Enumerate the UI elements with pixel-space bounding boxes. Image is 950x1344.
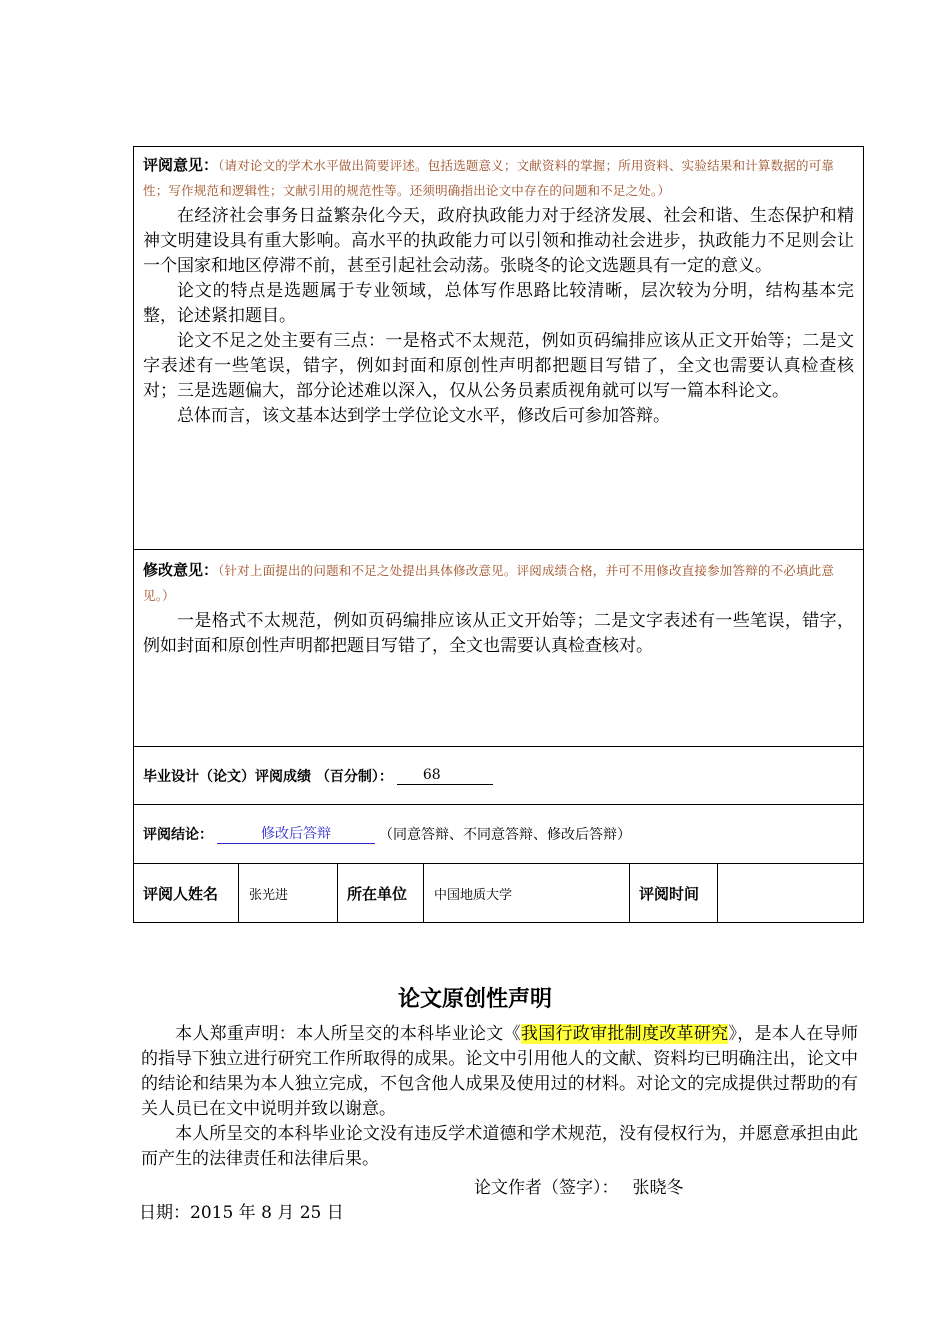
conclusion-row	[134, 805, 863, 864]
reviewer-unit: 中国地质大学	[424, 864, 630, 922]
review-time	[718, 864, 861, 922]
thesis-title-highlight: 我国行政审批制度改革研究	[520, 1024, 729, 1044]
modify-paragraph: 一是格式不太规范，例如页码编排应该从正文开始等；二是文字表述有一些笔误，错字，例如封面和原创性声明都把题目写错了，全文也需要认真检查核对。	[143, 611, 854, 656]
declaration-title: 论文原创性声明	[397, 987, 552, 1012]
modify-opinion-header	[143, 558, 854, 609]
score-label: 毕业设计（论文）评阅成绩 （百分制）：	[143, 768, 393, 785]
reviewer-name-label: 评阅人姓名	[134, 864, 239, 922]
modify-opinion-instruction: （针对上面提出的问题和不足之处提出具体修改意见。评阅成绩合格，并可不用修改直接参加答辩的不必填此意见。）	[143, 563, 835, 603]
review-form-table	[133, 146, 864, 923]
declaration-p1-text: 本人郑重声明：本人所呈交的本科毕业论文《	[175, 1024, 521, 1044]
modify-opinion-section	[134, 550, 863, 747]
declaration-body	[141, 1022, 858, 1172]
signature-name: 张晓冬	[632, 1178, 684, 1198]
conclusion-value: 修改后答辩	[217, 825, 375, 844]
score-value: 68	[397, 766, 493, 785]
review-time-label: 评阅时间	[630, 864, 718, 922]
modify-opinion-label: 修改意见：	[143, 561, 219, 579]
review-paragraph-1: 在经济社会事务日益繁杂化今天，政府执政能力对于经济发展、社会和谐、生态保护和精神文明建设具有重大影响。高水平的执政能力可以引领和推动社会进步，执政能力不足则会让一个国家和地区停滞不前，甚至引起社会动荡。张晓冬的论文选题具有一定的意义。	[143, 206, 854, 276]
review-paragraph-2: 论文的特点是选题属于专业领域，总体写作思路比较清晰，层次较为分明，结构基本完整，论述紧扣题目。	[143, 281, 854, 326]
review-opinion-instruction: （请对论文的学术水平做出简要评述。包括选题意义；文献资料的掌握；所用资料、实验结果和计算数据的可靠性；写作规范和逻辑性；文献引用的规范性等。还须明确指出论文中存在的问题和不足之处。）	[143, 158, 835, 198]
reviewer-name: 张光进	[239, 864, 338, 922]
reviewer-info-row	[134, 864, 863, 922]
conclusion-options: （同意答辩、不同意答辩、修改后答辩）	[379, 827, 631, 843]
author-signature	[474, 1173, 684, 1198]
reviewer-unit-label: 所在单位	[338, 864, 424, 922]
review-paragraph-4: 总体而言，该文基本达到学士学位论文水平，修改后可参加答辩。	[177, 406, 670, 426]
score-row	[134, 747, 863, 805]
review-paragraph-3: 论文不足之处主要有三点：一是格式不太规范，例如页码编排应该从正文开始等；二是文字表述有一些笔误，错字，例如封面和原创性声明都把题目写错了，全文也需要认真检查核对；三是选题偏大，部分论述难以深入，仅从公务员素质视角就可以写一篇本科论文。	[143, 331, 854, 401]
review-opinion-label: 评阅意见：	[143, 156, 219, 174]
declaration-paragraph-1	[141, 1022, 858, 1122]
declaration-date: 日期：2015 年 8 月 25 日	[139, 1203, 344, 1223]
declaration-paragraph-2: 本人所呈交的本科毕业论文没有违反学术道德和学术规范，没有侵权行为，并愿意承担由此而产生的法律责任和法律后果。	[141, 1124, 858, 1169]
review-opinion-section	[134, 147, 863, 550]
signature-label: 论文作者（签字）：	[474, 1178, 619, 1198]
declaration-p1-text-cont: 》，是本人在导师的指导下独立进行研究工作所取得的成果。论文中引用他人的文献、资料均已明确注出，论文中的结论和结果为本人独立完成，不包含他人成果及使用过的材料。对论文的完成提供过帮助的有关人员已在文中说明并致以谢意。	[141, 1024, 859, 1119]
review-opinion-header	[143, 153, 854, 204]
conclusion-label: 评阅结论：	[143, 827, 213, 843]
